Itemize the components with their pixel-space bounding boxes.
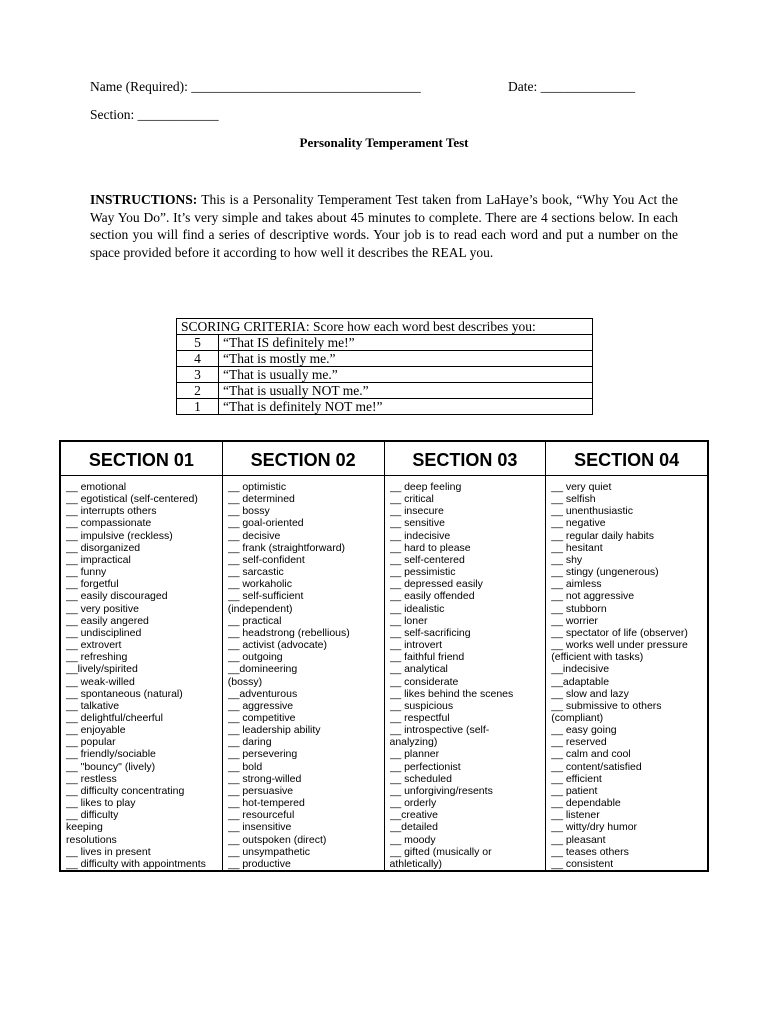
word-item: __ popular xyxy=(66,736,116,749)
word-item: __ insensitive xyxy=(227,821,292,834)
word-item: __ self-sacrificing xyxy=(389,626,471,639)
scoring-row xyxy=(177,367,593,383)
word-item: __ frank (straightforward) xyxy=(227,541,346,554)
word-item: __ likes behind the scenes xyxy=(389,687,514,700)
score-description: “That IS definitely me!” xyxy=(219,335,593,351)
word-item: __ insecure xyxy=(389,505,444,518)
word-item: __adaptable xyxy=(551,675,610,688)
word-item: __ persevering xyxy=(227,748,298,761)
page-title: Personality Temperament Test xyxy=(299,135,469,150)
instructions-text: This is a Personality Temperament Test taken from LaHaye’s book, “Why You Act the Way You Do”. It’s very simple and takes about 45 minutes to complete. There are 4 sections below. In each section you will find a series of descriptive words. Your job is to read each word and put a number on the space provided before it according to how well it describes the REAL you. xyxy=(90,192,678,260)
word-item: __ self-centered xyxy=(389,553,465,566)
score-value: 2 xyxy=(177,383,219,399)
word-item: resolutions xyxy=(66,833,117,846)
word-item: __ considerate xyxy=(389,675,459,688)
word-item: __ emotional xyxy=(66,481,127,493)
word-item: __ efficient xyxy=(551,772,602,785)
word-item: __ goal-oriented xyxy=(227,517,304,530)
section-column-02 xyxy=(223,442,385,870)
word-item: __ sensitive xyxy=(389,517,445,530)
word-item: __ activist (advocate) xyxy=(227,639,327,652)
word-item: __ unsympathetic xyxy=(227,845,311,858)
word-item: __ calm and cool xyxy=(551,748,631,761)
word-item: __ daring xyxy=(227,736,272,749)
word-item: __ undisciplined xyxy=(66,626,142,639)
word-item: __ teases others xyxy=(551,845,629,858)
word-item: __ not aggressive xyxy=(551,590,635,603)
word-item: __ weak-willed xyxy=(66,675,135,688)
word-item: __ critical xyxy=(389,493,434,506)
word-item: __ persuasive xyxy=(227,784,294,797)
word-item: __ introvert xyxy=(389,639,443,652)
word-item: __ submissive to others xyxy=(551,699,662,712)
word-item: __ gifted (musically or xyxy=(389,845,492,858)
word-item: __ sarcastic xyxy=(227,566,284,579)
section-field-line[interactable]: Section: ____________ xyxy=(90,107,219,122)
word-item: __ unenthusiastic xyxy=(551,505,633,518)
word-item: __ easy going xyxy=(551,724,617,737)
word-item: __ patient xyxy=(551,784,598,797)
scoring-criteria-table xyxy=(176,318,593,415)
word-list xyxy=(385,476,546,870)
score-description: “That is mostly me.” xyxy=(219,351,593,367)
section-column-01 xyxy=(61,442,223,870)
section-heading: SECTION 03 xyxy=(385,442,546,476)
word-item: keeping xyxy=(66,821,103,834)
word-item: __ spontaneous (natural) xyxy=(66,687,183,700)
word-item: __ depressed easily xyxy=(389,578,483,591)
scoring-header: SCORING CRITERIA: Score how each word best describes you: xyxy=(177,319,593,335)
score-value: 1 xyxy=(177,399,219,415)
word-item: __ funny xyxy=(66,566,107,579)
word-item: __ idealistic xyxy=(389,602,445,615)
word-item: __ very positive xyxy=(66,602,139,615)
word-item: __ difficulty with appointments xyxy=(66,857,206,870)
word-item: __ listener xyxy=(551,809,600,822)
word-item: __ hot-tempered xyxy=(227,797,305,810)
section-heading: SECTION 04 xyxy=(546,442,707,476)
word-item: __ self-confident xyxy=(227,553,305,566)
word-item: __ aggressive xyxy=(227,699,294,712)
word-item: __ stubborn xyxy=(551,602,607,615)
word-item: __ decisive xyxy=(227,529,281,542)
word-item: __ pleasant xyxy=(551,833,606,846)
word-item: __ selfish xyxy=(551,493,596,506)
word-item: __ self-sufficient xyxy=(227,590,304,603)
word-item: __ orderly xyxy=(389,797,437,810)
word-item: (bossy) xyxy=(227,675,263,688)
section-column-03 xyxy=(385,442,547,870)
word-item: __ impractical xyxy=(66,553,131,566)
word-item: __ perfectionist xyxy=(389,760,461,773)
word-item: __ difficulty xyxy=(66,809,119,822)
word-item: __ interrupts others xyxy=(66,505,157,518)
word-item: __ enjoyable xyxy=(66,724,126,737)
word-item: __ outgoing xyxy=(227,651,283,664)
word-item: __ shy xyxy=(551,553,583,566)
word-item: (efficient with tasks) xyxy=(551,651,644,664)
word-item: __ scheduled xyxy=(389,772,452,785)
score-description: “That is usually NOT me.” xyxy=(219,383,593,399)
word-item: __ workaholic xyxy=(227,578,292,591)
word-item: __ easily offended xyxy=(389,590,475,603)
name-field-line[interactable]: Name (Required): __________________________________ xyxy=(90,79,421,94)
word-item: __creative xyxy=(389,809,438,822)
word-item: __ strong-willed xyxy=(227,772,302,785)
word-item: __ resourceful xyxy=(227,809,295,822)
word-list xyxy=(61,476,222,870)
word-item: __ bossy xyxy=(227,505,270,518)
score-description: “That is usually me.” xyxy=(219,367,593,383)
word-item: __ consistent xyxy=(551,857,614,870)
word-item: __lively/spirited xyxy=(66,663,138,676)
word-item: __ difficulty concentrating xyxy=(66,784,185,797)
scoring-row xyxy=(177,399,593,415)
word-item: __ easily discouraged xyxy=(66,590,168,603)
word-item: __ very quiet xyxy=(551,481,612,493)
word-item: __ stingy (ungenerous) xyxy=(551,566,659,579)
word-item: __indecisive xyxy=(551,663,610,676)
score-value: 4 xyxy=(177,351,219,367)
word-list xyxy=(546,476,707,870)
word-item: __ planner xyxy=(389,748,440,761)
word-item: __ faithful friend xyxy=(389,651,465,664)
sections-grid xyxy=(59,440,709,872)
word-item: __adventurous xyxy=(227,687,298,700)
word-item: __ works well under pressure xyxy=(551,639,688,652)
date-field-line[interactable]: Date: ______________ xyxy=(508,79,636,94)
word-item: __ aimless xyxy=(551,578,602,591)
word-item: __ headstrong (rebellious) xyxy=(227,626,350,639)
word-item: __ respectful xyxy=(389,711,450,724)
word-item: __ reserved xyxy=(551,736,607,749)
word-item: __ deep feeling xyxy=(389,481,462,493)
word-item: __ pessimistic xyxy=(389,566,456,579)
word-item: __ restless xyxy=(66,772,117,785)
word-list xyxy=(223,476,384,870)
word-item: __ moody xyxy=(389,833,436,846)
word-item: __ likes to play xyxy=(66,797,136,810)
section-heading: SECTION 01 xyxy=(61,442,222,476)
word-item: (compliant) xyxy=(551,711,604,724)
word-item: athletically) xyxy=(389,857,443,870)
word-item: __ disorganized xyxy=(66,541,141,554)
word-item: __detailed xyxy=(389,821,438,834)
word-item: __ spectator of life (observer) xyxy=(551,626,688,639)
word-item: __ optimistic xyxy=(227,481,287,493)
word-item: __ easily angered xyxy=(66,614,149,627)
word-item: __ forgetful xyxy=(66,578,119,591)
word-item: __ productive xyxy=(227,857,291,870)
word-item: __ suspicious xyxy=(389,699,454,712)
word-item: __ "bouncy" (lively) xyxy=(66,760,156,773)
word-item: __ outspoken (direct) xyxy=(227,833,327,846)
word-item: __ competitive xyxy=(227,711,296,724)
word-item: __ negative xyxy=(551,517,606,530)
scoring-row xyxy=(177,383,593,399)
word-item: __ hard to please xyxy=(389,541,471,554)
word-item: __ practical xyxy=(227,614,282,627)
word-item: __ introspective (self- xyxy=(389,724,490,737)
instructions-paragraph xyxy=(90,191,678,261)
word-item: __ slow and lazy xyxy=(551,687,629,700)
word-item: analyzing) xyxy=(389,736,438,749)
instructions-label: INSTRUCTIONS: xyxy=(90,192,198,207)
word-item: (independent) xyxy=(227,602,293,615)
word-item: __ refreshing xyxy=(66,651,128,664)
word-item: __ hesitant xyxy=(551,541,603,554)
word-item: __ compassionate xyxy=(66,517,152,530)
word-item: __ witty/dry humor xyxy=(551,821,638,834)
word-item: __ delightful/cheerful xyxy=(66,711,163,724)
word-item: __ indecisive xyxy=(389,529,451,542)
word-item: __ impulsive (reckless) xyxy=(66,529,173,542)
score-value: 3 xyxy=(177,367,219,383)
section-column-04 xyxy=(546,442,707,870)
word-item: __ unforgiving/resents xyxy=(389,784,493,797)
word-item: __ extrovert xyxy=(66,639,122,652)
word-item: __ worrier xyxy=(551,614,598,627)
scoring-row xyxy=(177,335,593,351)
word-item: __ content/satisfied xyxy=(551,760,642,773)
word-item: __ dependable xyxy=(551,797,621,810)
word-item: __ bold xyxy=(227,760,263,773)
word-item: __ friendly/sociable xyxy=(66,748,156,761)
word-item: __ talkative xyxy=(66,699,120,712)
score-value: 5 xyxy=(177,335,219,351)
score-description: “That is definitely NOT me!” xyxy=(219,399,593,415)
word-item: __ regular daily habits xyxy=(551,529,654,542)
word-item: __domineering xyxy=(227,663,298,676)
word-item: __ leadership ability xyxy=(227,724,321,737)
section-heading: SECTION 02 xyxy=(223,442,384,476)
word-item: __ analytical xyxy=(389,663,448,676)
word-item: __ loner xyxy=(389,614,428,627)
word-item: __ determined xyxy=(227,493,295,506)
word-item: __ lives in present xyxy=(66,845,151,858)
scoring-row xyxy=(177,351,593,367)
word-item: __ egotistical (self-centered) xyxy=(66,493,198,506)
